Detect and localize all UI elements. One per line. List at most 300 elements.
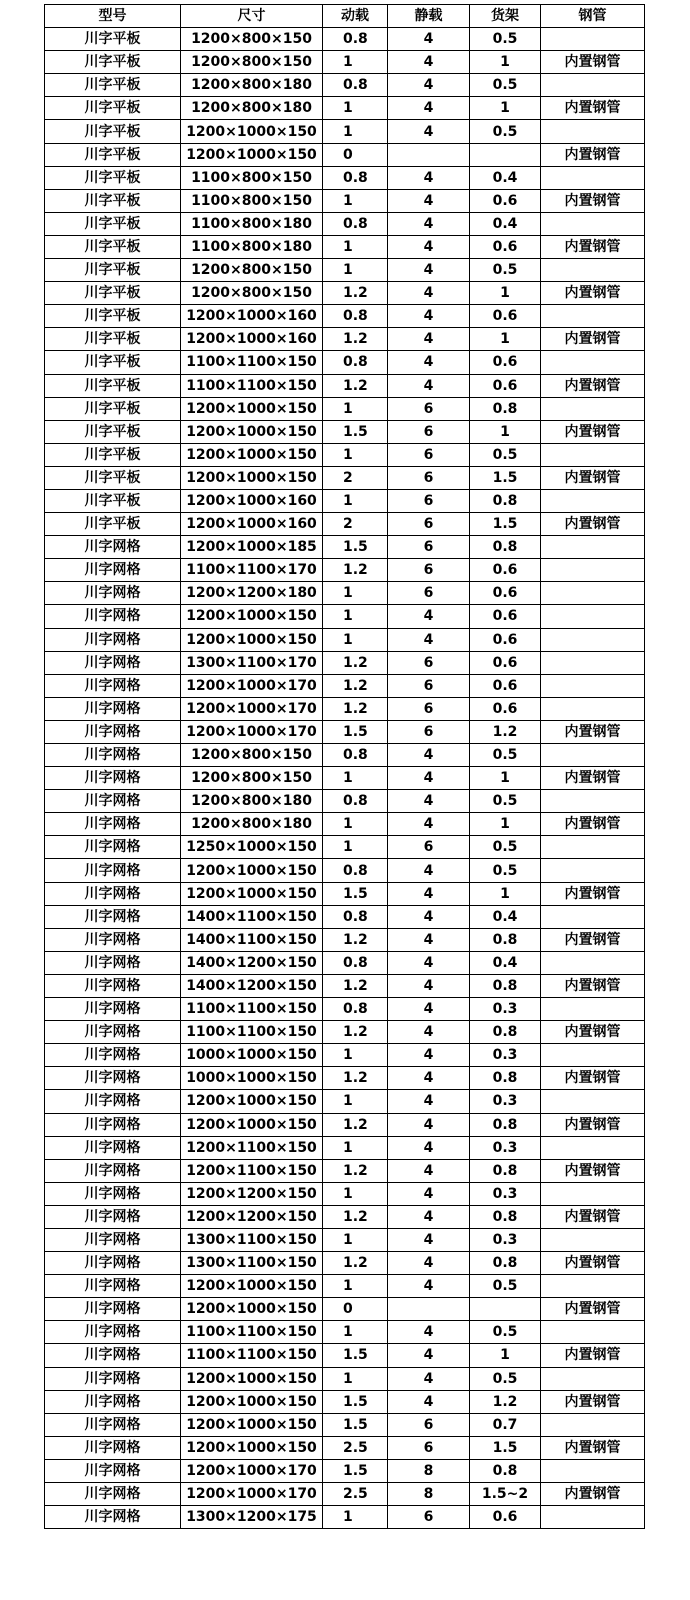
cell-size: 1200×1000×150 [181,143,323,166]
cell-static-load: 6 [388,466,470,489]
table-row [45,1436,645,1459]
table-row [45,351,645,374]
cell-size: 1100×1100×150 [181,374,323,397]
cell-model: 川字平板 [45,97,181,120]
table-row [45,143,645,166]
cell-model: 川字网格 [45,1159,181,1182]
cell-static-load: 4 [388,813,470,836]
cell-size: 1200×1200×150 [181,1182,323,1205]
cell-rack-load: 0.4 [470,951,541,974]
cell-rack-load: 0.6 [470,651,541,674]
table-row [45,859,645,882]
cell-static-load: 4 [388,1113,470,1136]
cell-steel-pipe [541,1136,645,1159]
cell-dynamic-load: 1 [323,489,388,512]
cell-steel-pipe [541,905,645,928]
cell-dynamic-load: 0.8 [323,744,388,767]
cell-size: 1300×1100×170 [181,651,323,674]
cell-model: 川字平板 [45,443,181,466]
cell-size: 1200×1100×150 [181,1136,323,1159]
cell-dynamic-load: 1 [323,1182,388,1205]
cell-steel-pipe [541,1321,645,1344]
cell-steel-pipe: 内置钢管 [541,1483,645,1506]
cell-model: 川字平板 [45,305,181,328]
cell-steel-pipe [541,1275,645,1298]
cell-dynamic-load: 0.8 [323,859,388,882]
cell-static-load: 4 [388,928,470,951]
cell-rack-load: 0.8 [470,1252,541,1275]
cell-steel-pipe [541,536,645,559]
cell-static-load: 4 [388,767,470,790]
cell-rack-load: 0.4 [470,166,541,189]
cell-model: 川字网格 [45,813,181,836]
cell-static-load: 4 [388,1090,470,1113]
cell-rack-load: 0.5 [470,1275,541,1298]
cell-steel-pipe: 内置钢管 [541,1390,645,1413]
cell-dynamic-load: 1 [323,51,388,74]
cell-steel-pipe [541,1044,645,1067]
cell-model: 川字网格 [45,1483,181,1506]
table-row [45,1367,645,1390]
cell-rack-load: 1 [470,97,541,120]
cell-size: 1200×1000×150 [181,1298,323,1321]
table-row [45,813,645,836]
table-row [45,489,645,512]
cell-steel-pipe: 内置钢管 [541,1205,645,1228]
cell-static-load: 4 [388,1159,470,1182]
cell-model: 川字网格 [45,1136,181,1159]
cell-model: 川字网格 [45,1090,181,1113]
table-row [45,974,645,997]
cell-rack-load: 0.6 [470,305,541,328]
cell-size: 1200×1000×150 [181,1436,323,1459]
cell-steel-pipe: 内置钢管 [541,882,645,905]
cell-model: 川字网格 [45,651,181,674]
cell-rack-load: 0.8 [470,489,541,512]
table-row [45,1413,645,1436]
table-row [45,466,645,489]
cell-rack-load: 0.5 [470,120,541,143]
cell-size: 1200×800×150 [181,259,323,282]
cell-dynamic-load: 1 [323,235,388,258]
cell-dynamic-load: 1 [323,259,388,282]
header-row [45,5,645,28]
cell-model: 川字网格 [45,1044,181,1067]
cell-steel-pipe [541,582,645,605]
cell-steel-pipe [541,951,645,974]
table-row [45,259,645,282]
cell-dynamic-load: 1 [323,189,388,212]
cell-static-load: 4 [388,628,470,651]
cell-size: 1300×1200×175 [181,1506,323,1529]
cell-rack-load: 0.8 [470,974,541,997]
cell-steel-pipe: 内置钢管 [541,1067,645,1090]
table-row [45,74,645,97]
cell-static-load: 4 [388,259,470,282]
table-body [45,28,645,1529]
cell-steel-pipe: 内置钢管 [541,513,645,536]
cell-rack-load: 1 [470,328,541,351]
cell-dynamic-load: 0.8 [323,905,388,928]
cell-steel-pipe [541,443,645,466]
cell-dynamic-load: 1 [323,813,388,836]
cell-steel-pipe: 内置钢管 [541,235,645,258]
cell-model: 川字平板 [45,28,181,51]
cell-dynamic-load: 1.5 [323,882,388,905]
cell-model: 川字网格 [45,998,181,1021]
table-row [45,1506,645,1529]
cell-rack-load: 0.8 [470,1113,541,1136]
cell-dynamic-load: 1 [323,1090,388,1113]
cell-steel-pipe: 内置钢管 [541,928,645,951]
cell-steel-pipe [541,605,645,628]
cell-rack-load: 0.6 [470,582,541,605]
cell-size: 1200×1200×180 [181,582,323,605]
cell-size: 1200×800×150 [181,282,323,305]
cell-dynamic-load: 1 [323,605,388,628]
cell-rack-load: 0.6 [470,605,541,628]
cell-model: 川字平板 [45,513,181,536]
cell-rack-load: 0.8 [470,1159,541,1182]
cell-rack-load: 1.2 [470,720,541,743]
cell-model: 川字平板 [45,189,181,212]
cell-steel-pipe: 内置钢管 [541,767,645,790]
cell-static-load: 4 [388,351,470,374]
cell-dynamic-load: 1.2 [323,559,388,582]
cell-static-load: 4 [388,744,470,767]
cell-steel-pipe: 内置钢管 [541,720,645,743]
cell-size: 1200×1000×160 [181,513,323,536]
cell-size: 1200×1000×150 [181,628,323,651]
cell-steel-pipe: 内置钢管 [541,51,645,74]
table-row [45,1113,645,1136]
cell-model: 川字平板 [45,420,181,443]
cell-static-load: 4 [388,328,470,351]
table-row [45,97,645,120]
cell-static-load: 4 [388,859,470,882]
cell-static-load: 4 [388,189,470,212]
cell-static-load: 6 [388,651,470,674]
cell-size: 1200×1000×160 [181,489,323,512]
cell-rack-load: 0.5 [470,790,541,813]
cell-steel-pipe: 内置钢管 [541,420,645,443]
cell-static-load: 6 [388,420,470,443]
cell-size: 1200×1000×150 [181,1275,323,1298]
cell-model: 川字网格 [45,790,181,813]
cell-dynamic-load: 1.2 [323,928,388,951]
cell-steel-pipe [541,351,645,374]
cell-steel-pipe [541,28,645,51]
cell-rack-load: 0.8 [470,1205,541,1228]
cell-steel-pipe [541,166,645,189]
cell-dynamic-load: 1 [323,443,388,466]
cell-static-load: 6 [388,582,470,605]
cell-static-load: 4 [388,97,470,120]
cell-model: 川字网格 [45,951,181,974]
cell-static-load: 4 [388,882,470,905]
cell-model: 川字网格 [45,859,181,882]
cell-rack-load: 0.5 [470,28,541,51]
cell-size: 1100×800×150 [181,166,323,189]
cell-rack-load: 1.5 [470,1436,541,1459]
cell-model: 川字网格 [45,974,181,997]
cell-rack-load: 0.6 [470,559,541,582]
cell-rack-load: 0.8 [470,1459,541,1482]
cell-size: 1200×800×180 [181,790,323,813]
cell-rack-load: 1 [470,51,541,74]
table-row [45,1483,645,1506]
cell-size: 1200×1000×170 [181,674,323,697]
cell-size: 1200×1000×170 [181,1483,323,1506]
cell-rack-load: 0.7 [470,1413,541,1436]
cell-rack-load: 1.5~2 [470,1483,541,1506]
cell-static-load: 4 [388,1021,470,1044]
table-row [45,1390,645,1413]
cell-dynamic-load: 1.2 [323,1252,388,1275]
cell-static-load: 4 [388,1205,470,1228]
cell-model: 川字平板 [45,374,181,397]
cell-rack-load: 0.5 [470,443,541,466]
cell-rack-load: 0.5 [470,1367,541,1390]
cell-size: 1100×800×180 [181,212,323,235]
cell-model: 川字平板 [45,489,181,512]
spec-table [44,4,645,1529]
cell-steel-pipe: 内置钢管 [541,374,645,397]
cell-dynamic-load: 0.8 [323,212,388,235]
cell-size: 1100×1100×150 [181,1344,323,1367]
cell-dynamic-load: 0.8 [323,166,388,189]
table-row [45,120,645,143]
cell-size: 1200×1000×150 [181,1113,323,1136]
table-row [45,1344,645,1367]
cell-model: 川字网格 [45,882,181,905]
cell-size: 1100×1100×170 [181,559,323,582]
cell-dynamic-load: 0 [323,1298,388,1321]
cell-dynamic-load: 1.5 [323,720,388,743]
cell-static-load: 4 [388,1182,470,1205]
cell-steel-pipe [541,1506,645,1529]
cell-static-load: 4 [388,374,470,397]
cell-dynamic-load: 1 [323,120,388,143]
cell-dynamic-load: 1 [323,1136,388,1159]
header-static-load: 静载 [388,5,470,28]
cell-size: 1200×800×150 [181,744,323,767]
cell-size: 1200×1000×170 [181,697,323,720]
cell-size: 1200×1000×160 [181,305,323,328]
cell-steel-pipe [541,790,645,813]
cell-static-load: 4 [388,235,470,258]
cell-model: 川字网格 [45,1413,181,1436]
cell-model: 川字网格 [45,1228,181,1251]
cell-rack-load: 0.8 [470,1021,541,1044]
cell-rack-load: 0.6 [470,697,541,720]
cell-rack-load: 0.3 [470,1090,541,1113]
cell-model: 川字平板 [45,166,181,189]
cell-model: 川字网格 [45,582,181,605]
cell-dynamic-load: 1 [323,628,388,651]
header-model: 型号 [45,5,181,28]
cell-steel-pipe [541,998,645,1021]
cell-steel-pipe [541,1459,645,1482]
cell-model: 川字网格 [45,628,181,651]
cell-rack-load: 0.3 [470,1044,541,1067]
cell-size: 1100×800×180 [181,235,323,258]
cell-dynamic-load: 0.8 [323,74,388,97]
cell-steel-pipe [541,1367,645,1390]
cell-steel-pipe [541,259,645,282]
cell-rack-load: 0.5 [470,859,541,882]
table-row [45,836,645,859]
cell-size: 1200×800×150 [181,28,323,51]
cell-rack-load: 0.8 [470,536,541,559]
cell-rack-load: 0.5 [470,259,541,282]
cell-dynamic-load: 0 [323,143,388,166]
cell-model: 川字平板 [45,51,181,74]
cell-rack-load: 0.4 [470,212,541,235]
cell-model: 川字平板 [45,259,181,282]
cell-size: 1200×1000×150 [181,1413,323,1436]
cell-static-load: 4 [388,28,470,51]
table-row [45,628,645,651]
cell-static-load: 6 [388,443,470,466]
table-row [45,28,645,51]
cell-model: 川字网格 [45,1436,181,1459]
table-row [45,1252,645,1275]
cell-dynamic-load: 1.2 [323,374,388,397]
cell-static-load: 8 [388,1459,470,1482]
cell-static-load: 6 [388,836,470,859]
cell-dynamic-load: 2 [323,466,388,489]
cell-model: 川字平板 [45,212,181,235]
cell-rack-load: 0.4 [470,905,541,928]
cell-model: 川字平板 [45,74,181,97]
cell-size: 1400×1200×150 [181,951,323,974]
cell-static-load: 4 [388,998,470,1021]
table-row [45,767,645,790]
table-row [45,397,645,420]
cell-static-load: 6 [388,1436,470,1459]
cell-size: 1200×800×180 [181,813,323,836]
cell-static-load [388,1298,470,1321]
cell-rack-load: 0.6 [470,628,541,651]
cell-model: 川字平板 [45,235,181,258]
cell-size: 1200×1000×150 [181,443,323,466]
cell-size: 1100×1100×150 [181,351,323,374]
table-row [45,328,645,351]
cell-model: 川字网格 [45,1321,181,1344]
cell-steel-pipe: 内置钢管 [541,1113,645,1136]
header-size: 尺寸 [181,5,323,28]
cell-size: 1200×1000×150 [181,1367,323,1390]
cell-size: 1200×1000×185 [181,536,323,559]
table-row [45,443,645,466]
cell-static-load: 6 [388,536,470,559]
cell-rack-load: 0.3 [470,1228,541,1251]
table-row [45,1182,645,1205]
cell-dynamic-load: 1.2 [323,1067,388,1090]
table-row [45,1275,645,1298]
cell-rack-load: 1 [470,1344,541,1367]
cell-model: 川字网格 [45,905,181,928]
cell-static-load: 4 [388,51,470,74]
table-row [45,282,645,305]
cell-dynamic-load: 0.8 [323,998,388,1021]
table-row [45,1321,645,1344]
cell-rack-load: 0.6 [470,189,541,212]
table-row [45,1067,645,1090]
cell-rack-load: 0.6 [470,351,541,374]
cell-steel-pipe [541,836,645,859]
cell-static-load: 4 [388,905,470,928]
cell-steel-pipe [541,1413,645,1436]
table-row [45,51,645,74]
cell-dynamic-load: 1.2 [323,282,388,305]
cell-dynamic-load: 1.5 [323,1459,388,1482]
cell-size: 1100×1100×150 [181,1321,323,1344]
table-row [45,605,645,628]
cell-dynamic-load: 1.2 [323,1159,388,1182]
cell-steel-pipe [541,397,645,420]
cell-model: 川字网格 [45,720,181,743]
cell-static-load: 4 [388,790,470,813]
table-row [45,513,645,536]
cell-model: 川字网格 [45,1021,181,1044]
cell-dynamic-load: 1.5 [323,1413,388,1436]
cell-model: 川字平板 [45,351,181,374]
cell-steel-pipe [541,489,645,512]
table-row [45,905,645,928]
cell-steel-pipe [541,697,645,720]
cell-size: 1200×1000×150 [181,120,323,143]
cell-static-load: 6 [388,674,470,697]
table-row [45,1459,645,1482]
cell-model: 川字平板 [45,328,181,351]
cell-steel-pipe: 内置钢管 [541,974,645,997]
cell-dynamic-load: 0.8 [323,951,388,974]
cell-dynamic-load: 1.2 [323,1205,388,1228]
table-row [45,744,645,767]
cell-model: 川字网格 [45,1506,181,1529]
cell-size: 1000×1000×150 [181,1067,323,1090]
cell-rack-load: 0.8 [470,397,541,420]
cell-steel-pipe [541,628,645,651]
cell-rack-load: 1.5 [470,513,541,536]
cell-model: 川字平板 [45,397,181,420]
cell-size: 1200×800×150 [181,51,323,74]
table-row [45,951,645,974]
cell-rack-load: 0.3 [470,1182,541,1205]
table-row [45,582,645,605]
table-row [45,1228,645,1251]
table-row [45,998,645,1021]
cell-dynamic-load: 1 [323,1367,388,1390]
cell-steel-pipe: 内置钢管 [541,143,645,166]
cell-size: 1400×1100×150 [181,905,323,928]
cell-model: 川字平板 [45,466,181,489]
cell-rack-load: 0.6 [470,674,541,697]
cell-steel-pipe [541,744,645,767]
cell-size: 1200×1000×150 [181,1390,323,1413]
cell-dynamic-load: 1 [323,1275,388,1298]
cell-steel-pipe [541,1182,645,1205]
cell-model: 川字网格 [45,536,181,559]
cell-dynamic-load: 2.5 [323,1483,388,1506]
cell-size: 1100×1100×150 [181,998,323,1021]
cell-static-load: 4 [388,166,470,189]
cell-model: 川字网格 [45,928,181,951]
cell-model: 川字网格 [45,697,181,720]
cell-static-load: 6 [388,397,470,420]
